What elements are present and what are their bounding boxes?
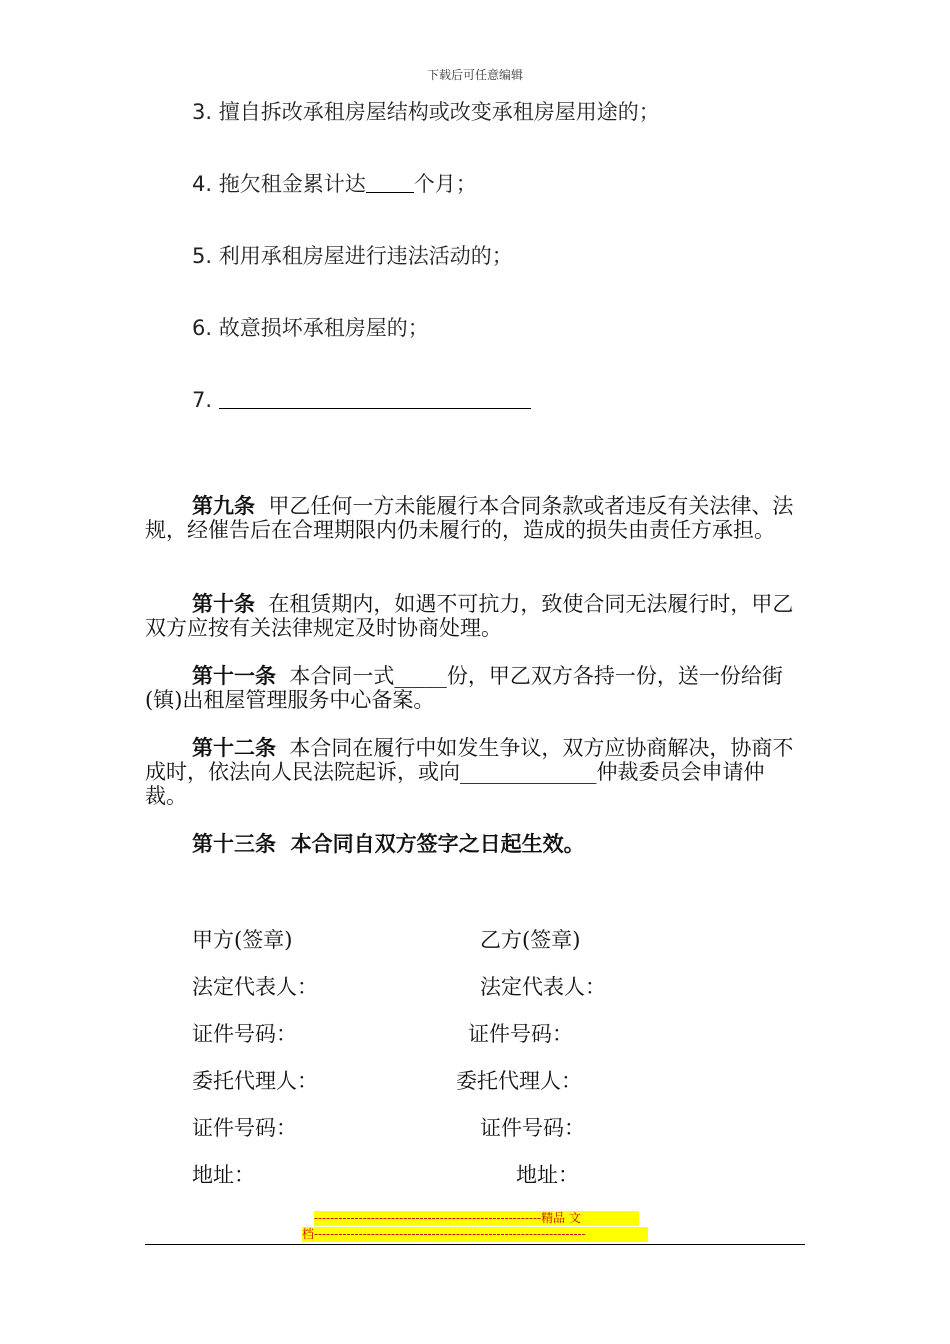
party-a-address-label: 地址： (192, 1163, 255, 1187)
article-title: 第十二条 (192, 736, 276, 760)
party-b-legal-rep-label: 法定代表人： (480, 975, 606, 999)
footer-divider (145, 1244, 805, 1245)
article-text: 本合同在履行中如发生争议，双方应协商解决，协商不成时，依法向人民法院起诉，或向 (145, 736, 794, 784)
party-a-legal-rep-label: 法定代表人： (192, 975, 318, 999)
article-12 (145, 736, 805, 808)
footer-watermark-line-1: --------------------------------------------------------精品 文 (314, 1211, 639, 1226)
party-a-agent-label: 委托代理人： (192, 1069, 318, 1093)
article-text: 甲乙任何一方未能履行本合同条款或者违反有关法律、法规，经催告后在合理期限内仍未履行的，造成的损失由责任方承担。 (145, 494, 794, 542)
article-text: 本合同一式 (289, 664, 395, 688)
article-text: 本合同自双方签字之日起生效。 (290, 832, 585, 856)
article-10 (145, 592, 805, 640)
item-text: 故意损坏承租房屋的； (218, 316, 429, 340)
list-item-5 (192, 242, 513, 270)
article-text: 在租赁期内，如遇不可抗力，致使合同无法履行时，甲乙双方应按有关法律规定及时协商处理。 (145, 592, 794, 640)
article-text: 仲裁委员会申请仲裁。 (145, 760, 765, 808)
list-item-7 (192, 386, 531, 414)
article-title: 第十条 (192, 592, 255, 616)
fill-in-blank: _____ (394, 664, 447, 688)
item-text: 拖欠租金累计达 (218, 172, 366, 196)
fill-in-blank (366, 170, 414, 193)
page-header: 下载后可任意编辑 (426, 68, 523, 82)
fill-in-blank (219, 386, 531, 409)
list-item-3 (192, 98, 660, 126)
article-11 (145, 664, 805, 712)
list-item-6 (192, 314, 429, 342)
item-number: 4. (192, 172, 213, 196)
article-title: 第九条 (192, 494, 255, 518)
party-a-id-label: 证件号码： (192, 1022, 297, 1046)
party-b-agent-label: 委托代理人： (456, 1069, 582, 1093)
article-13 (145, 832, 805, 856)
item-number: 6. (192, 316, 213, 340)
party-b-seal-label: 乙方(签章) (480, 928, 581, 952)
party-b-id-label: 证件号码： (468, 1022, 573, 1046)
item-text: 个月； (413, 172, 477, 196)
party-b-agent-id-label: 证件号码： (480, 1116, 585, 1140)
party-a-agent-id-label: 证件号码： (192, 1116, 297, 1140)
item-number: 7. (192, 388, 213, 412)
fill-in-blank: _____________ (460, 760, 597, 784)
item-text: 擅自拆改承租房屋结构或改变承租房屋用途的； (218, 100, 660, 124)
party-a-seal-label: 甲方(签章) (192, 928, 293, 952)
article-9 (145, 494, 805, 542)
article-title: 第十三条 (192, 832, 276, 856)
footer-watermark-line-2: 档------------------------------------------------------------------- (302, 1227, 648, 1242)
item-number: 5. (192, 244, 213, 268)
article-title: 第十一条 (192, 664, 276, 688)
item-text: 利用承租房屋进行违法活动的； (218, 244, 513, 268)
article-text: 份，甲乙双方各持一份，送一份给街(镇)出租屋管理服务中心备案。 (145, 664, 783, 712)
list-item-4 (192, 170, 477, 198)
party-b-address-label: 地址： (516, 1163, 579, 1187)
item-number: 3. (192, 100, 213, 124)
